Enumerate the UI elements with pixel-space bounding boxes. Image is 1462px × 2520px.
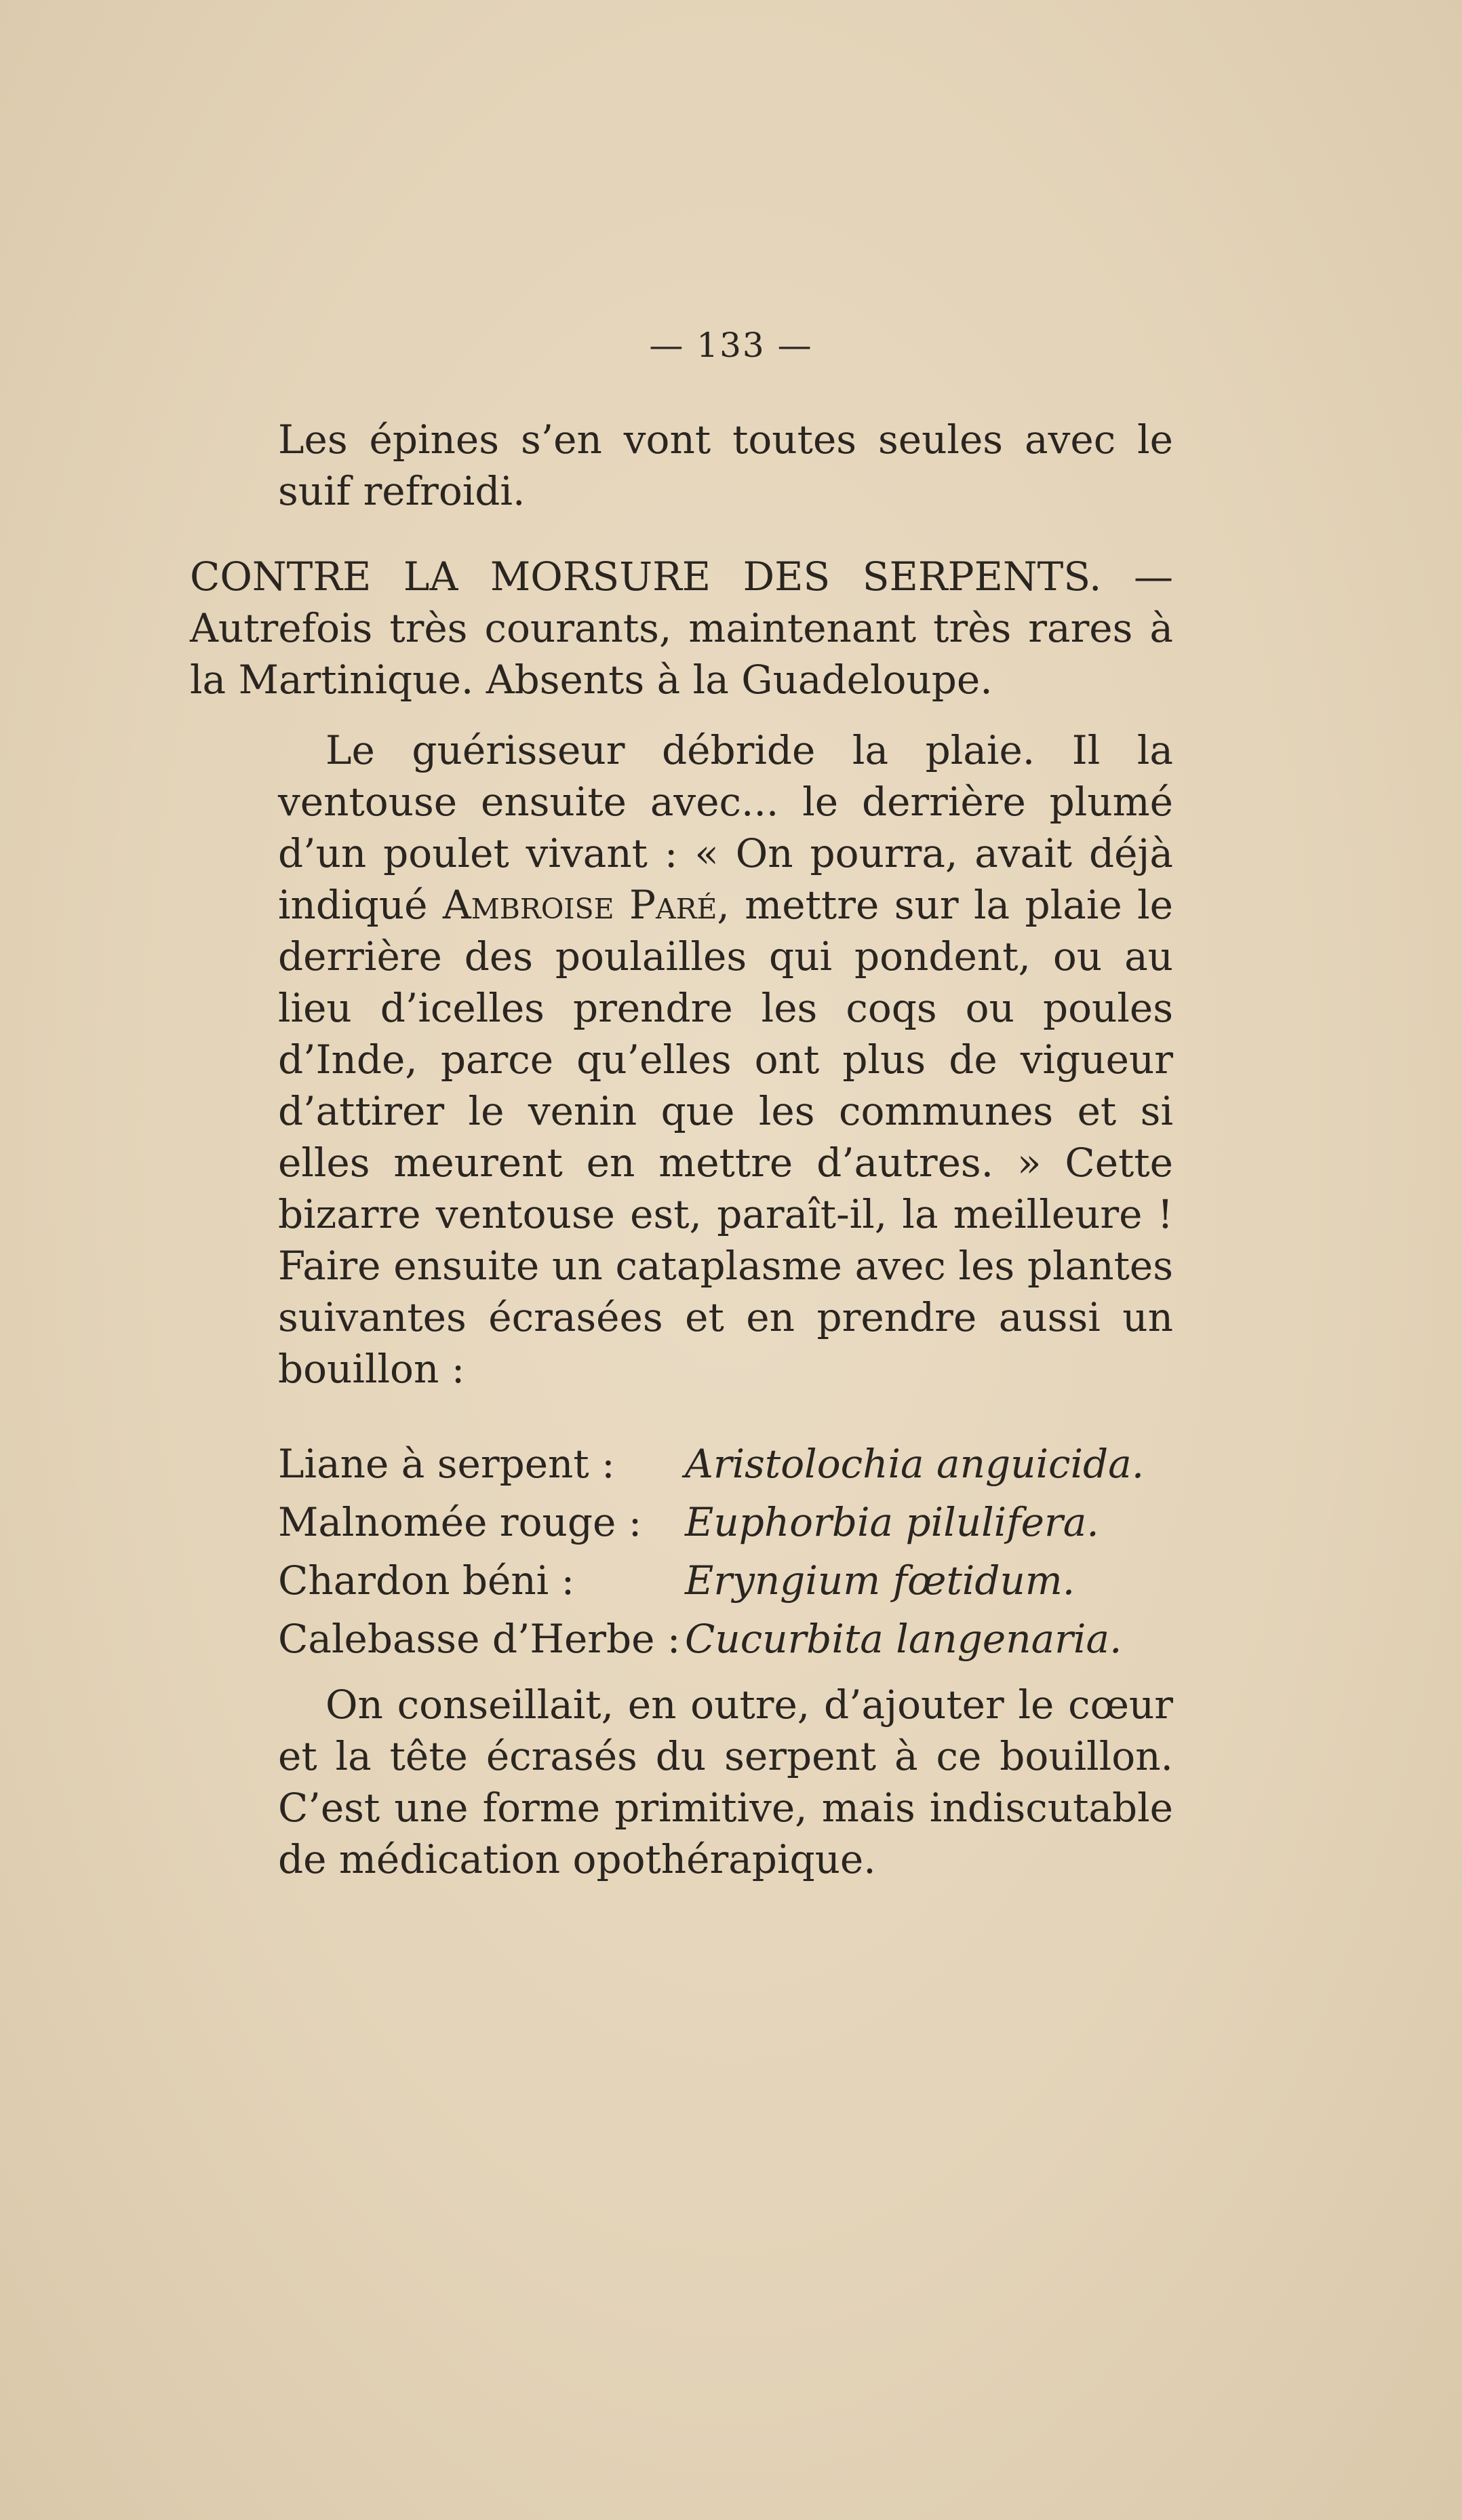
section-snake-bite	[190, 551, 1173, 705]
plant-common-name: Liane à serpent :	[278, 1441, 615, 1487]
section-intro: — Autrefois très courants, maintenant très rares à la Martinique. Absents à la Guadeloupe.	[190, 554, 1174, 703]
plant-latin-name: Eryngium fœtidum.	[685, 1557, 1075, 1604]
paragraph-epines: Les épines s’en vont toutes seules avec le suif refroidi.	[278, 416, 1173, 514]
paragraph-remedy	[278, 724, 1173, 1395]
page-number: — 133 —	[649, 326, 813, 365]
remedy-text-part2: , mettre sur la plaie le derrière des poulailles qui pondent, ou au lieu d’icelles prendre les coqs ou poules d’Inde, parce qu’elles ont plus de vigueur d’attirer le venin que les communes et si elles meurent en mettre d’autres. » Cette bizarre ventouse est, paraît-il, la meilleure ! Faire ensuite un cataplasme avec les plantes suivantes écrasées et en prendre aussi un bouillon :	[278, 882, 1174, 1392]
plant-latin-name: Cucurbita langenaria.	[685, 1616, 1122, 1662]
plant-row	[278, 1551, 1173, 1610]
section-title: CONTRE LA MORSURE DES SERPENTS.	[190, 554, 1102, 600]
remedy-text-part1: Le guérisseur débride la plaie. Il la ventouse ensuite avec... le derrière plumé d’un poulet vivant : « On pourra, avait déjà indiqué	[278, 727, 1173, 928]
plant-common-name: Calebasse d’Herbe :	[278, 1616, 681, 1662]
plant-latin-name: Euphorbia pilulifera.	[685, 1499, 1099, 1545]
plant-row	[278, 1610, 1173, 1668]
plant-row	[278, 1493, 1173, 1551]
plant-common-name: Chardon béni :	[278, 1557, 575, 1604]
plant-latin-name: Aristolochia anguicida.	[685, 1441, 1145, 1487]
plant-row	[278, 1435, 1173, 1493]
plant-list	[278, 1435, 1173, 1668]
author-name: Ambroise Paré	[442, 882, 717, 928]
paragraph-conclusion: On conseillait, en outre, d’ajouter le cœur et la tête écrasés du serpent à ce bouillon. C’est une forme primitive, mais indiscutable de médication opothérapique.	[278, 1682, 1173, 1882]
plant-common-name: Malnomée rouge :	[278, 1499, 642, 1545]
